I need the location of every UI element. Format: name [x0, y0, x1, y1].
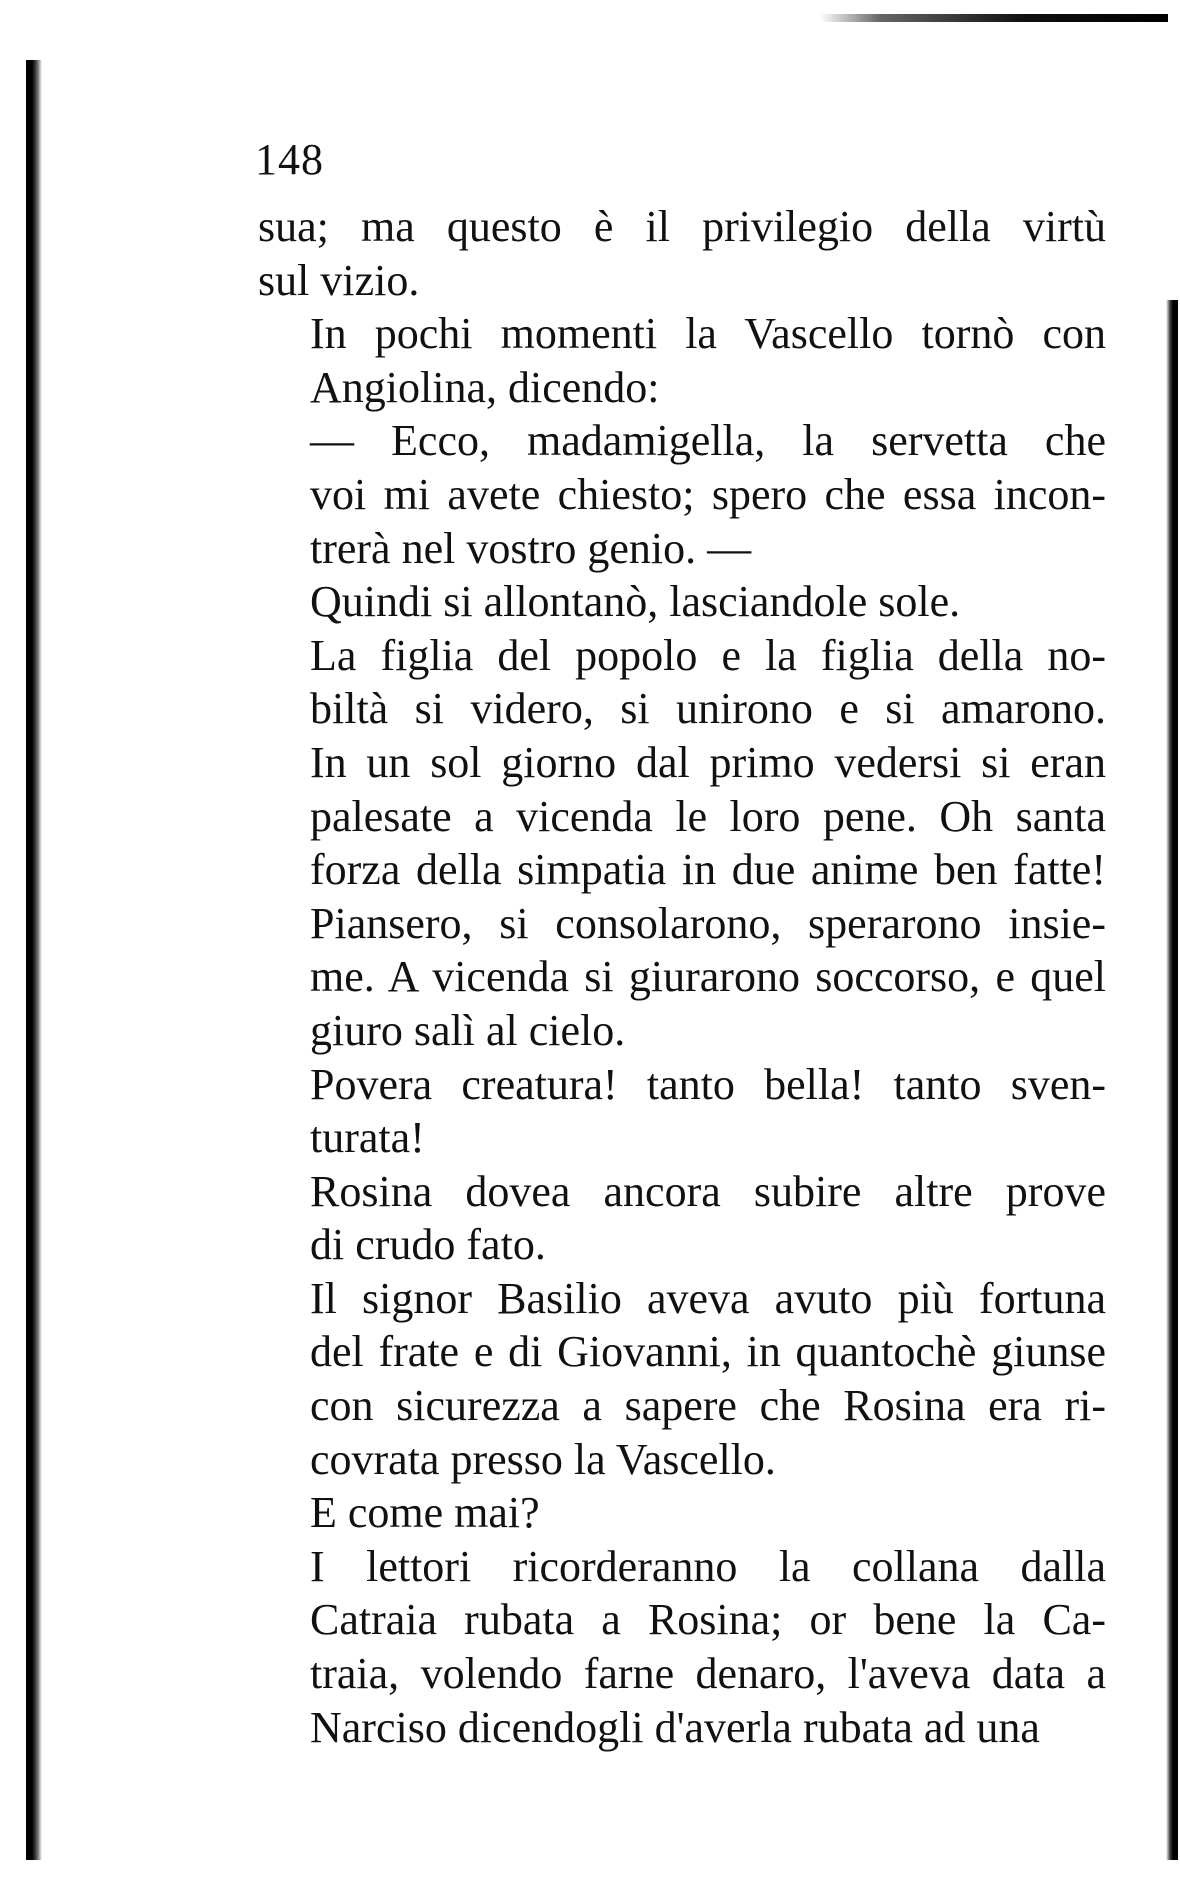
text-line: me. A vicenda si giurarono soccorso, e quel: [310, 952, 1106, 1002]
page-number: 148: [255, 135, 324, 184]
text-line: — Ecco, madamigella, la servetta che: [310, 416, 1106, 466]
scan-edge-right: [1166, 300, 1178, 1860]
text-line: sul vizio.: [258, 255, 420, 305]
paragraph: [258, 414, 1106, 575]
text-line: Rosina dovea ancora subire altre prove: [310, 1166, 1106, 1216]
paragraph: [258, 1058, 1106, 1165]
text-line: In pochi momenti la Vascello tornò con: [310, 309, 1106, 359]
text-line: di crudo fato.: [310, 1220, 546, 1270]
text-line: Catraia rubata a Rosina; or bene la Ca-: [310, 1595, 1106, 1645]
text-line: I lettori ricorderanno la collana dalla: [310, 1541, 1106, 1591]
paragraph: [258, 1272, 1106, 1486]
paragraph: [258, 1540, 1106, 1754]
text-line: giuro salì al cielo.: [310, 1005, 626, 1055]
paragraph: [258, 1165, 1106, 1272]
paragraph: [258, 1486, 1106, 1540]
body-text: [258, 200, 1106, 1754]
text-line: Piansero, si consolarono, sperarono insie-: [310, 898, 1106, 948]
text-line: Povera creatura! tanto bella! tanto sven-: [310, 1059, 1106, 1109]
text-line: Angiolina, dicendo:: [310, 362, 660, 412]
text-line: E come mai?: [310, 1488, 540, 1538]
paragraph: [258, 575, 1106, 629]
text-line: Narciso dicendogli d'averla rubata ad una: [310, 1702, 1040, 1752]
text-line: del frate e di Giovanni, in quantochè giunse: [310, 1327, 1106, 1377]
text-line: traia, volendo farne denaro, l'aveva data a: [310, 1649, 1106, 1699]
text-line: Quindi si allontanò, lasciandole sole.: [310, 577, 961, 627]
paragraph: [258, 629, 1106, 1058]
scan-edge-left: [26, 60, 42, 1860]
paragraph: [258, 307, 1106, 414]
text-line: sua; ma questo è il privilegio della virtù: [258, 202, 1106, 251]
scan-edge-top: [820, 14, 1168, 22]
text-line: La figlia del popolo e la figlia della no-: [310, 630, 1106, 680]
text-line: con sicurezza a sapere che Rosina era ri-: [310, 1381, 1106, 1431]
text-line: voi mi avete chiesto; spero che essa incon-: [310, 469, 1106, 519]
text-line: forza della simpatia in due anime ben fatte!: [310, 845, 1106, 895]
text-line: biltà si videro, si unirono e si amarono.: [310, 684, 1106, 734]
text-line: turata!: [310, 1113, 425, 1163]
text-line: trerà nel vostro genio. —: [310, 523, 752, 573]
text-line: Il signor Basilio aveva avuto più fortuna: [310, 1273, 1106, 1323]
paragraph: [258, 200, 1106, 307]
text-line: palesate a vicenda le loro pene. Oh santa: [310, 791, 1106, 841]
text-line: In un sol giorno dal primo vedersi si eran: [310, 737, 1106, 787]
text-line: covrata presso la Vascello.: [310, 1434, 776, 1484]
